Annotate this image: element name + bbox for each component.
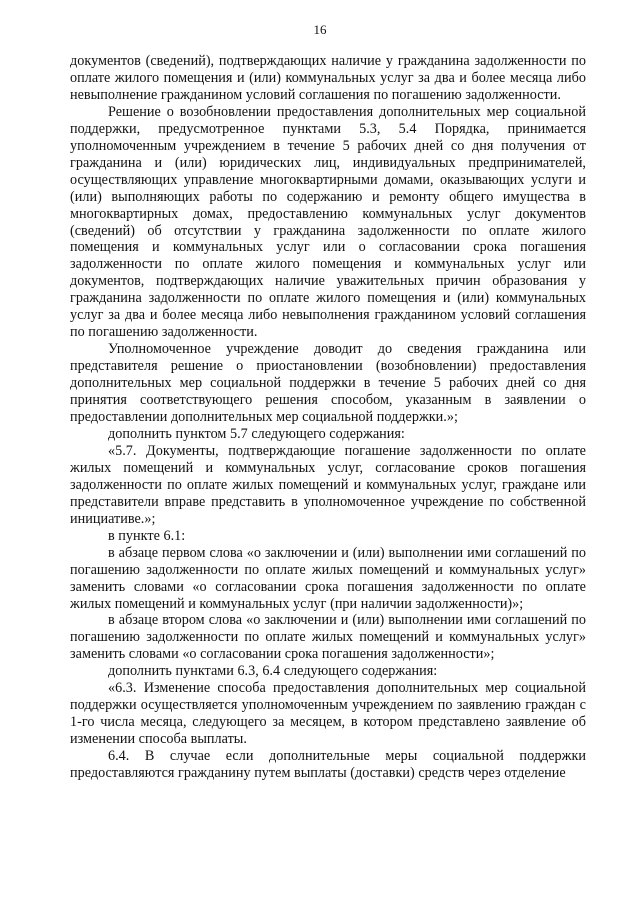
paragraph-continuation: документов (сведений), подтверждающих наличие у гражданина задолженности по оплате жилого помещения и (или) коммунальных услуг за два и более месяца либо невыполнение гражданином условий соглашения по погашению задолженности. (70, 53, 586, 103)
paragraph-5-7: «5.7. Документы, подтверждающие погашение задолженности по оплате жилых помещений и коммунальных услуг, согласование сроков погашения задолженности по оплате жилых помещений и коммунальных услуг, граждане или представители вправе представить в уполномоченное учреждение по собственной инициативе.»; (70, 442, 586, 527)
paragraph-6-1-second: в абзаце втором слова «о заключении и (или) выполнении ими соглашений по погашению задолженности по оплате жилых помещений и коммунальных услуг» заменить словами «о согласовании срока погашения задолженности»; (70, 612, 586, 663)
paragraph-6-3: «6.3. Изменение способа предоставления дополнительных мер социальной поддержки осуществляется уполномоченным учреждением по заявлению граждан с 1-го числа месяца, следующего за месяцем, в котором представлено заявление об изменении способа выплаты. (70, 680, 586, 748)
paragraph-6-4: 6.4. В случае если дополнительные меры социальной поддержки предоставляются гражданину путем выплаты (доставки) средств через отделение (70, 748, 586, 782)
document-body (70, 53, 586, 782)
paragraph-in-6-1: в пункте 6.1: (108, 527, 186, 544)
paragraph-add-5-7: дополнить пунктом 5.7 следующего содержания: (108, 425, 405, 442)
paragraph-notification: Уполномоченное учреждение доводит до сведения гражданина или представителя решение о приостановлении (возобновлении) предоставления дополнительных мер социальной поддержки в течение 5 рабочих дней со дня принятия соответствующего решения способом, указанным в заявлении о предоставлении дополнительных мер социальной поддержки.»; (70, 341, 586, 426)
paragraph-add-6-3-6-4: дополнить пунктами 6.3, 6.4 следующего содержания: (108, 663, 438, 680)
paragraph-resumption-decision: Решение о возобновлении предоставления дополнительных мер социальной поддержки, предусмотренное пунктами 5.3, 5.4 Порядка, принимается уполномоченным учреждением в течение 5 рабочих дней со дня получения от гражданина и (или) юридических лиц, индивидуальных предпринимателей, осуществляющих управление многоквартирными домами, оказывающих услуги и (или) выполняющих работы по содержанию и ремонту общего имущества в многоквартирных домах, предоставлению коммунальных услуг документов (сведений) об отсутствии у гражданина задолженности по оплате жилого помещения и коммунальных услуг или о согласовании срока погашения задолженности по оплате жилого помещения и коммунальных услуг или документов, подтверждающих наличие уважительных причин образования у гражданина задолженности по оплате жилого помещения и (или) коммунальных услуг за два и более месяца либо невыполнения гражданином условий соглашения по погашению задолженности. (70, 103, 586, 341)
paragraph-6-1-first: в абзаце первом слова «о заключении и (или) выполнении ими соглашений по погашению задолженности по оплате жилых помещений и коммунальных услуг» заменить словами «о согласовании срока погашения задолженности по оплате жилых помещений и коммунальных услуг (при наличии задолженности)»; (70, 544, 586, 612)
page-number: 16 (313, 22, 327, 37)
